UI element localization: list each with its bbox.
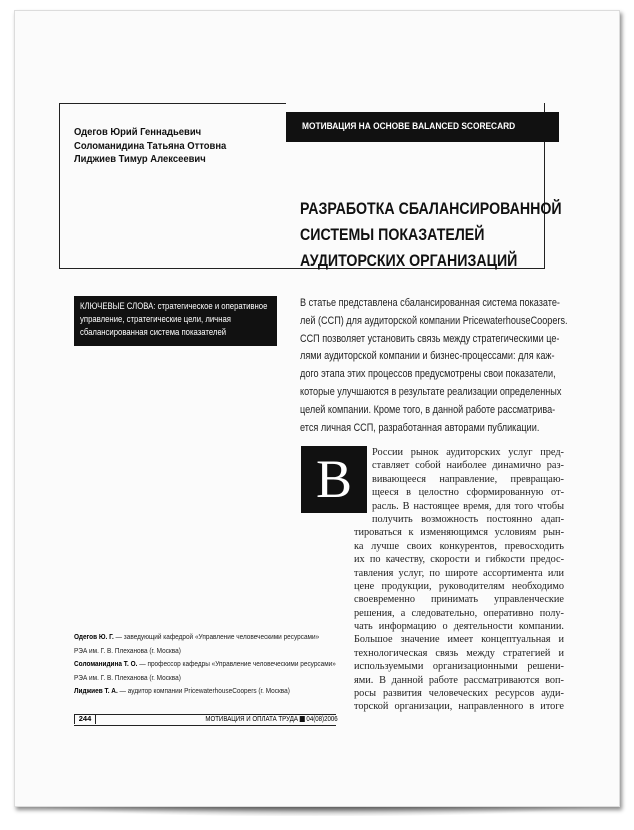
abstract-line: лями аудиторской компании и бизнес-процессами: для каж- [300,350,555,363]
body-line: Большое значение имеет концептуальная и [354,634,564,646]
section-tag-label: МОТИВАЦИЯ НА ОСНОВЕ BALANCED SCORECARD [302,121,516,132]
body-line: ями. В данной работе рассматриваются воп- [354,674,564,686]
body-line: расль. В настоящее время, для того чтобы [372,500,564,512]
body-line: тироваться к изменяющимся условиям рын- [354,527,564,539]
bio-line [74,684,297,698]
body-line: своевременно принимать управленческие [354,594,564,606]
body-line: решения, а следовательно, оперативно полу- [354,607,564,619]
bio-name: Лиджиев Т. А. [74,686,118,695]
bio-text: РЭА им. Г. В. Плеханова (г. Москва) [74,672,181,682]
section-tag [286,112,559,142]
body-line: цене продукции, руководителям необходимо [354,580,564,592]
bio-name: Одегов Ю. Г. [74,632,114,641]
body-line: ка лучше своих конкурентов, превосходить [354,540,564,552]
body-line: России рынок аудиторских услуг пред- [372,447,564,458]
journal-info [206,714,338,724]
body-line: их по качеству, скорости и гибкости предос- [354,554,564,566]
bio-text: — профессор кафедры «Управление человеческими ресурсами» [137,659,336,668]
body-line: щееся в целостно сформированную от- [372,487,564,499]
bio-text: — заведующий кафедрой «Управление человеческими ресурсами» [113,632,320,641]
page-number: 244 [74,714,96,724]
journal-name: МОТИВАЦИЯ И ОПЛАТА ТРУДА [205,714,299,723]
body-line: росы развития человеческих ресурсов ауди- [354,688,564,700]
square-bullet-icon [300,716,305,722]
abstract-line: ется личная ССП, разработанная авторами публикации. [300,421,540,434]
body-line: чать информацию о деятельности компании. [354,621,564,633]
author-name: Лиджиев Тимур Алексеевич [74,153,206,165]
author-name: Одегов Юрий Геннадьевич [74,126,202,138]
bio-line [74,671,297,685]
bio-line [74,630,320,644]
abstract-line: дого этапа этих процессов предусмотрены свои показатели, [300,368,556,381]
body-line: ставляет собой наиболее динамично раз- [372,460,564,472]
journal-issue: 04(08)2006 [306,714,338,723]
bio-line [74,644,297,658]
abstract-line: которые улучшаются в результате реализации определенных [300,385,562,398]
bio-name: Соломанидина Т. О. [74,659,138,668]
keywords-box [74,296,277,346]
keywords-text: КЛЮЧЕВЫЕ СЛОВА: стратегическое и оперативное управление, стратегические цели, личная сбалансированная система показателей [80,301,268,337]
abstract-line: целей компании. Кроме того, в данной работе рассматрива- [300,403,556,416]
author-name: Соломанидина Татьяна Оттовна [74,139,227,152]
abstract-line: лей (ССП) для аудиторской компании PricewaterhouseCoopers. [300,314,568,327]
abstract-line: В статье представлена сбалансированная система показате- [300,297,560,309]
title-line: РАЗРАБОТКА СБАЛАНСИРОВАННОЙ [300,200,562,218]
bio-text: — аудитор компании PricewaterhouseCoopers (г. Москва) [117,686,290,695]
title-line: СИСТЕМЫ ПОКАЗАТЕЛЕЙ [300,226,485,244]
body-line: технологическая связь между стратегией и [354,647,564,659]
author-bios [74,630,336,698]
drop-cap: В [301,446,367,513]
body-text [354,446,564,714]
body-line: используемыми организационными решени- [354,661,564,673]
abstract-line: ССП позволяет установить связь между стратегическими це- [300,332,560,345]
bio-line [74,657,336,671]
body-line: тавления услуг, по широте ассортимента или [354,567,564,579]
bio-text: РЭА им. Г. В. Плеханова (г. Москва) [74,645,181,655]
body-line: вивающееся направление, превращаю- [372,473,564,485]
body-line: получить возможность постоянно адап- [372,513,564,525]
body-line: торской организации, направленного в итоге [354,701,564,713]
author-list [74,126,259,167]
abstract [300,295,568,437]
title-line: АУДИТОРСКИХ ОРГАНИЗАЦИЙ [300,252,518,270]
article-title [300,196,562,274]
